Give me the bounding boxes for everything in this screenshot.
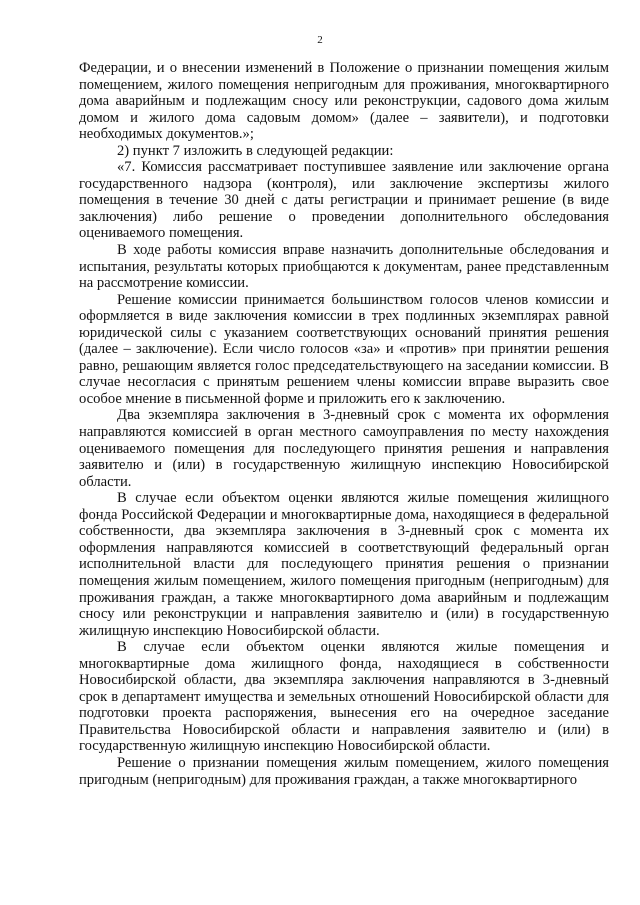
paragraph-clause-7: «7. Комиссия рассматривает поступившее заявление или заключение органа государственного надзора (контроля), или заключение экспертизы жилого помещения в течение 30 дней с даты регистрации и принимает решение (в виде заключения) либо решение о проведении дополнительного обследования оцениваемого помещения. xyxy=(79,159,609,242)
paragraph-two-copies: Два экземпляра заключения в 3-дневный срок с момента их оформления направляются комиссией в орган местного самоуправления по месту нахождения оцениваемого помещения для последующего принятия решения и направления заявителю и (или) в государственную жилищную инспекцию Новосибирской области. xyxy=(79,407,609,490)
paragraph-commission-decision: Решение комиссии принимается большинством голосов членов комиссии и оформляется в виде заключения комиссии в трех подлинных экземплярах равной юридической силы с указанием соответствующих оснований принятия решения (далее – заключение). Если число голосов «за» и «против» при принятии решения равно, решающим является голос председательствующего на заседании комиссии. В случае несогласия с принятым решением члены комиссии вправе выразить свое особое мнение в письменной форме и приложить его к заключению. xyxy=(79,291,609,407)
document-body xyxy=(79,60,609,788)
paragraph-item-2: 2) пункт 7 изложить в следующей редакции: xyxy=(117,142,394,159)
paragraph-federal-property: В случае если объектом оценки являются жилые помещения жилищного фонда Российской Федерации и многоквартирные дома, находящиеся в федеральной собственности, два экземпляра заключения в 3-дневный срок с момента их оформления направляются комиссией в соответствующий федеральный орган исполнительной власти для последующего принятия решения о признании помещения жилым помещением, жилого помещения пригодным (непригодным) для проживания граждан, а также многоквартирного дома аварийным и подлежащим сносу или реконструкции и направления заявителю и (или) в государственную жилищную инспекцию Новосибирской области. xyxy=(79,490,609,639)
paragraph-decision-recognition: Решение о признании помещения жилым помещением, жилого помещения пригодным (непригодным) для проживания граждан, а также многоквартирного xyxy=(79,754,609,788)
page-number: 2 xyxy=(317,34,323,46)
paragraph-additional-inspections: В ходе работы комиссия вправе назначить дополнительные обследования и испытания, результаты которых приобщаются к документам, ранее представленным на рассмотрение комиссии. xyxy=(79,242,609,292)
paragraph-regional-property: В случае если объектом оценки являются жилые помещения и многоквартирные дома жилищного фонда, находящиеся в собственности Новосибирской области, два экземпляра заключения направляются в 3-дневный срок в департамент имущества и земельных отношений Новосибирской области для подготовки проекта распоряжения, вынесения его на очередное заседание Правительства Новосибирской области и направления заявителю и (или) в государственную жилищную инспекцию Новосибирской области. xyxy=(79,639,609,755)
paragraph-continuation: Федерации, и о внесении изменений в Положение о признании помещения жилым помещением, жилого помещения непригодным для проживания, многоквартирного дома аварийным и подлежащим сносу или реконструкции, садового дома жилым домом и жилого дома садовым домом» (далее – заявители), и подготовки необходимых документов.»; xyxy=(79,60,609,143)
